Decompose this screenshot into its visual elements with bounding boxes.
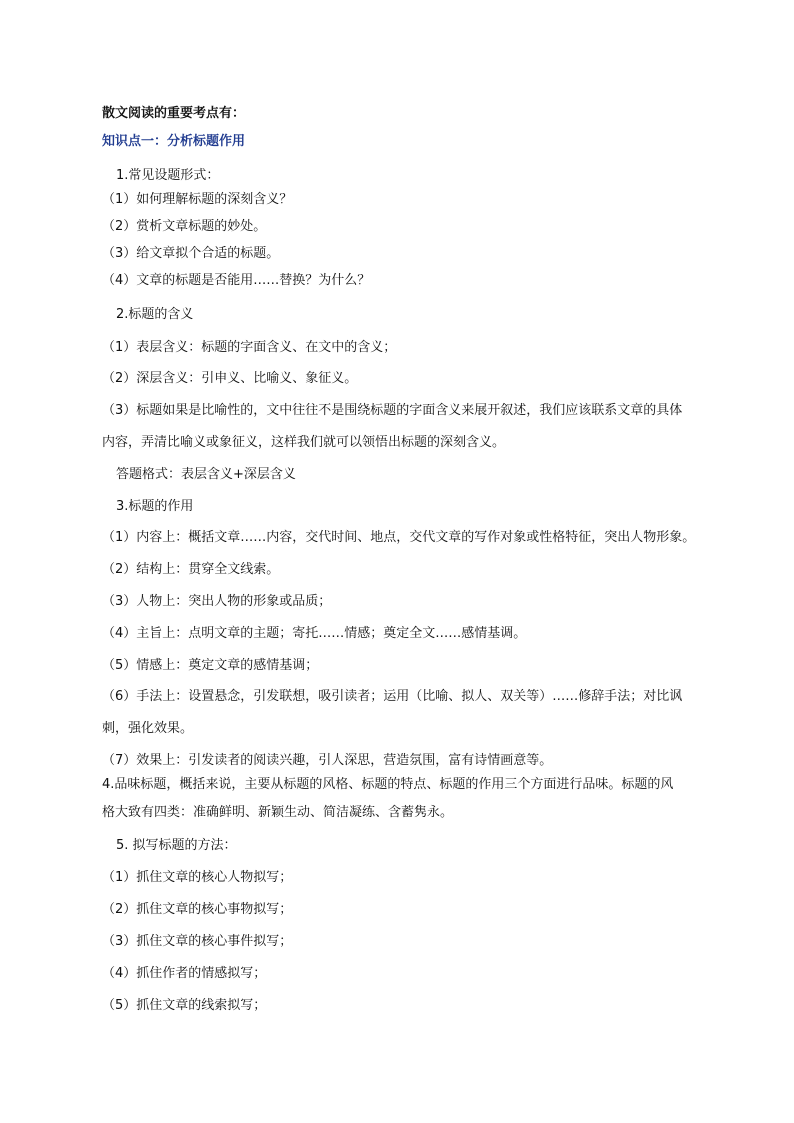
part2-format: 答题格式：表层含义+深层含义 — [116, 467, 296, 482]
part3-item-1: （1）内容上：概括文章……内容，交代时间、地点，交代文章的写作对象或性格特征，突出人物形象。 — [102, 530, 696, 545]
part4-line-2: 格大致有四类：准确鲜明、新颖生动、简洁凝练、含蓄隽永。 — [102, 805, 454, 820]
part4-line-1: 4.品味标题，概括来说，主要从标题的风格、标题的特点、标题的作用三个方面进行品味。标题的风 — [102, 777, 674, 792]
part5-item-3: （3）抓住文章的核心事件拟写； — [102, 934, 293, 949]
part3-item-5: （5）情感上：奠定文章的感情基调； — [102, 658, 319, 673]
part5-item-1: （1）抓住文章的核心人物拟写； — [102, 870, 293, 885]
part3-item-7: （7）效果上：引发读者的阅读兴趣，引人深思，营造氛围，富有诗情画意等。 — [102, 753, 553, 768]
part2-item-3-cont: 内容，弄清比喻义或象征义，这样我们就可以领悟出标题的深刻含义。 — [102, 435, 506, 450]
part1-title: 1.常见设题形式： — [116, 168, 220, 183]
part1-item-3: （3）给文章拟个合适的标题。 — [102, 246, 280, 261]
part1-item-2: （2）赏析文章标题的妙处。 — [102, 219, 267, 234]
part3-item-6-cont: 刺，强化效果。 — [102, 721, 194, 736]
part1-item-1: （1）如何理解标题的深刻含义？ — [102, 192, 293, 207]
part5-item-5: （5）抓住文章的线索拟写； — [102, 998, 267, 1013]
part2-item-3: （3）标题如果是比喻性的，文中往往不是围绕标题的字面含义来展开叙述，我们应该联系文章的具体 — [102, 403, 683, 418]
part5-item-2: （2）抓住文章的核心事物拟写； — [102, 902, 293, 917]
part3-item-6: （6）手法上：设置悬念，引发联想，吸引读者；运用（比喻、拟人、双关等）……修辞手法；对比讽 — [102, 689, 683, 704]
section-title: 知识点一：分析标题作用 — [102, 134, 246, 149]
part1-item-4: （4）文章的标题是否能用……替换？为什么？ — [102, 273, 371, 288]
part5-item-4: （4）抓住作者的情感拟写； — [102, 966, 267, 981]
part3-item-3: （3）人物上：突出人物的形象或品质； — [102, 594, 332, 609]
part3-item-4: （4）主旨上：点明文章的主题；寄托……情感；奠定全文……感情基调。 — [102, 626, 527, 641]
intro-heading: 散文阅读的重要考点有： — [102, 106, 246, 121]
part3-item-2: （2）结构上：贯穿全文线索。 — [102, 562, 280, 577]
part2-item-2: （2）深层含义：引申义、比喻义、象征义。 — [102, 371, 358, 386]
part5-title: 5. 拟写标题的方法： — [116, 838, 237, 853]
part3-title: 3.标题的作用 — [116, 499, 194, 514]
part2-title: 2.标题的含义 — [116, 307, 194, 322]
part2-item-1: （1）表层含义：标题的字面含义、在文中的含义； — [102, 340, 397, 355]
